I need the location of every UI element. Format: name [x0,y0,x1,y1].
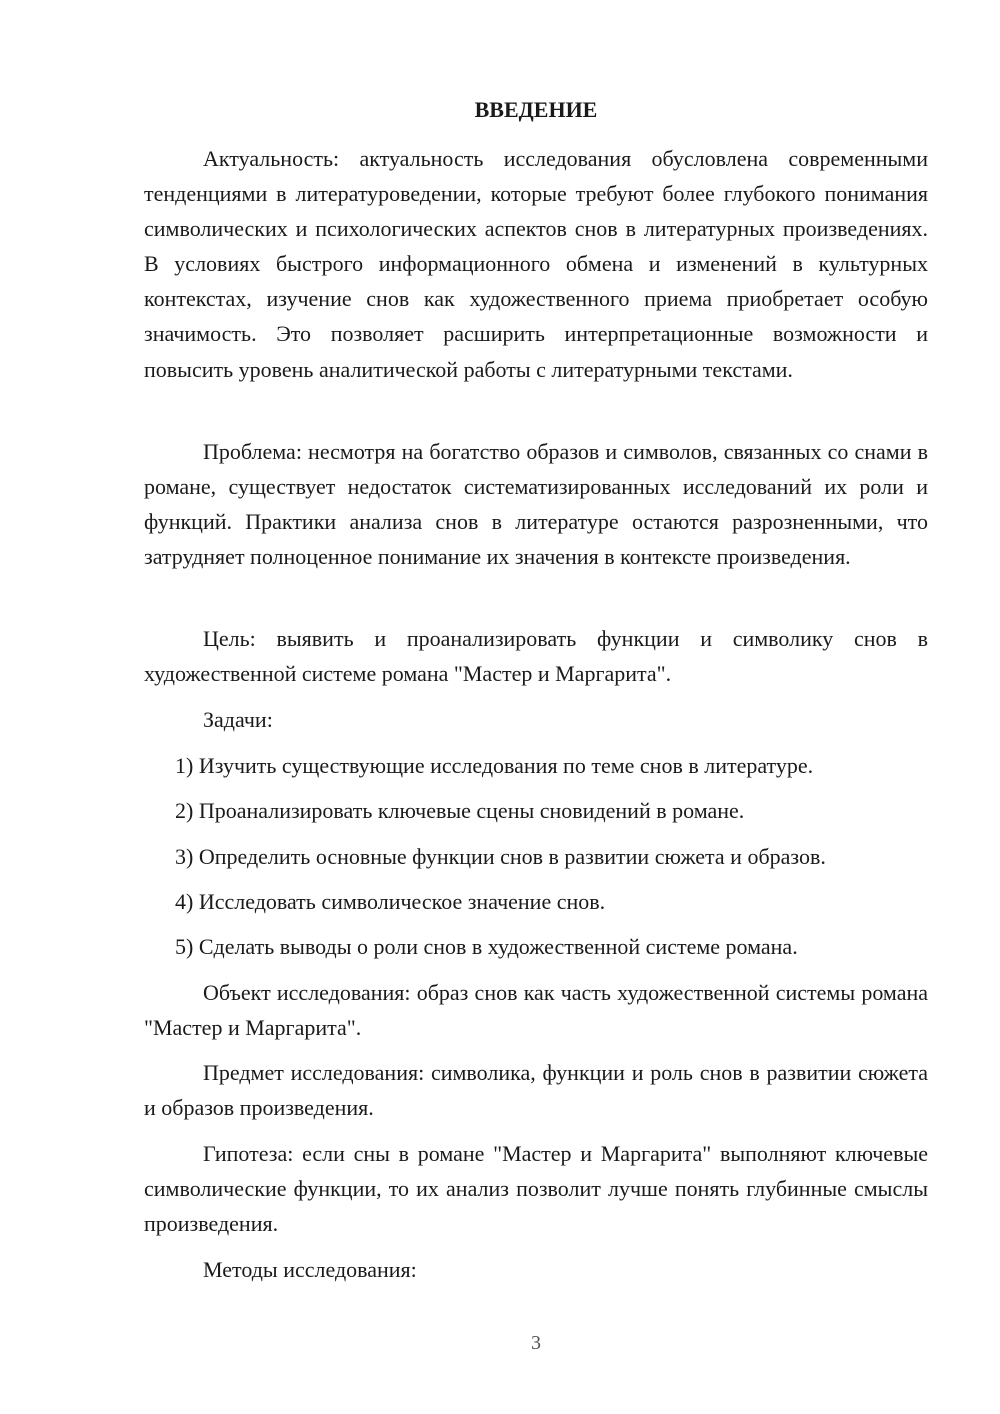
paragraph-hypothesis: Гипотеза: если сны в романе "Мастер и Маргарита" выполняют ключевые символические функции, то их анализ позволит лучше понять глубинные смыслы произведения. [144,1141,928,1237]
paragraph-subject: Предмет исследования: символика, функции и роль снов в развитии сюжета и образов произведения. [144,1060,928,1121]
task-item-2: 2) Проанализировать ключевые сцены сновидений в романе. [175,798,745,823]
page-number: 3 [531,1332,541,1354]
tasks-heading: Задачи: [203,707,273,732]
paragraph-problem: Проблема: несмотря на богатство образов и символов, связанных со снами в романе, существует недостаток систематизированных исследований их роли и функций. Практики анализа снов в литературе остаются разрозненными, что затрудняет полноценное понимание их значения в контексте произведения. [144,439,928,570]
paragraph-methods: Методы исследования: [203,1257,417,1282]
section-title: ВВЕДЕНИЕ [474,97,598,122]
paragraph-relevance: Актуальность: актуальность исследования обусловлена современными тенденциями в литературоведении, которые требуют более глубокого понимания символических и психологических аспектов снов в литературных произведениях. В условиях быстрого информационного обмена и изменений в культурных контекстах, изучение снов как художественного приема приобретает особую значимость. Это позволяет расширить интерпретационные возможности и повысить уровень аналитической работы с литературными текстами. [144,146,928,382]
paragraph-object: Объект исследования: образ снов как часть художественной системы романа "Мастер и Маргарита". [144,980,928,1041]
paragraph-goal: Цель: выявить и проанализировать функции и символику снов в художественной системе романа "Мастер и Маргарита". [144,626,928,687]
task-item-5: 5) Сделать выводы о роли снов в художественной системе романа. [175,934,798,959]
task-item-1: 1) Изучить существующие исследования по теме снов в литературе. [175,753,814,778]
task-item-4: 4) Исследовать символическое значение снов. [175,889,606,914]
task-item-3: 3) Определить основные функции снов в развитии сюжета и образов. [175,844,826,869]
